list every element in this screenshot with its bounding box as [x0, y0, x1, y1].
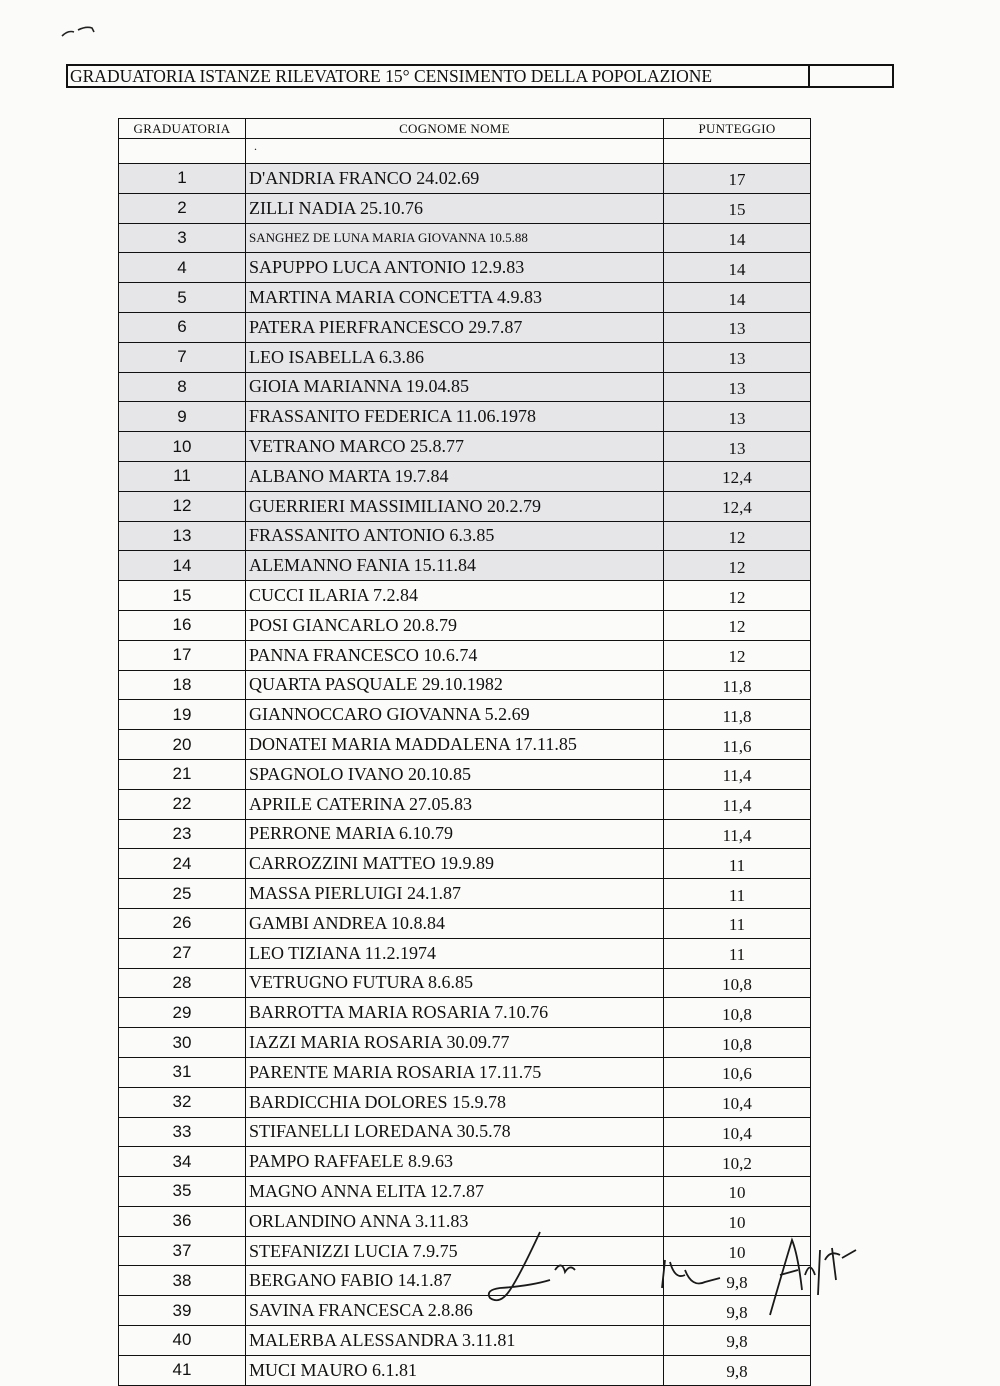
score-cell: 11 [664, 908, 811, 938]
name-cell: VETRANO MARCO 25.8.77 [246, 432, 664, 462]
spacer-cell [664, 139, 811, 164]
name-cell: SAVINA FRANCESCA 2.8.86 [246, 1296, 664, 1326]
table-row [119, 491, 811, 521]
table-row [119, 402, 811, 432]
title-empty-cell [810, 66, 892, 86]
table-row [119, 730, 811, 760]
rank-cell: 28 [119, 968, 246, 998]
score-cell: 14 [664, 283, 811, 313]
score-cell: 10,2 [664, 1147, 811, 1177]
table-row [119, 759, 811, 789]
name-cell: GAMBI ANDREA 10.8.84 [246, 908, 664, 938]
name-cell: CUCCI ILARIA 7.2.84 [246, 581, 664, 611]
table-row [119, 968, 811, 998]
name-cell: SANGHEZ DE LUNA MARIA GIOVANNA 10.5.88 [246, 223, 664, 253]
header-rank: GRADUATORIA [119, 119, 246, 139]
score-cell: 11,8 [664, 670, 811, 700]
table-row [119, 1147, 811, 1177]
name-cell: MASSA PIERLUIGI 24.1.87 [246, 879, 664, 909]
rank-cell: 24 [119, 849, 246, 879]
header-name: COGNOME NOME [246, 119, 664, 139]
score-cell: 13 [664, 372, 811, 402]
name-cell: LEO ISABELLA 6.3.86 [246, 342, 664, 372]
name-cell: ALEMANNO FANIA 15.11.84 [246, 551, 664, 581]
signatures-icon [480, 1220, 880, 1325]
rank-cell: 15 [119, 581, 246, 611]
table-row [119, 1177, 811, 1207]
rank-cell: 29 [119, 998, 246, 1028]
rank-cell: 32 [119, 1087, 246, 1117]
rank-cell: 14 [119, 551, 246, 581]
rank-cell: 39 [119, 1296, 246, 1326]
name-cell: D'ANDRIA FRANCO 24.02.69 [246, 164, 664, 194]
score-cell: 14 [664, 253, 811, 283]
table-row [119, 164, 811, 194]
rank-cell: 30 [119, 1028, 246, 1058]
table-row [119, 1355, 811, 1385]
score-cell: 11 [664, 879, 811, 909]
rank-cell: 1 [119, 164, 246, 194]
rank-cell: 26 [119, 908, 246, 938]
score-cell: 14 [664, 223, 811, 253]
rank-cell: 33 [119, 1117, 246, 1147]
score-cell: 11,4 [664, 789, 811, 819]
table-row [119, 700, 811, 730]
name-cell: SAPUPPO LUCA ANTONIO 12.9.83 [246, 253, 664, 283]
name-cell: BARDICCHIA DOLORES 15.9.78 [246, 1087, 664, 1117]
document-title: GRADUATORIA ISTANZE RILEVATORE 15° CENSIMENTO DELLA POPOLAZIONE [68, 66, 810, 86]
name-cell: LEO TIZIANA 11.2.1974 [246, 938, 664, 968]
rank-cell: 19 [119, 700, 246, 730]
name-cell: MALERBA ALESSANDRA 3.11.81 [246, 1326, 664, 1356]
score-cell: 12 [664, 610, 811, 640]
name-cell: STEFANIZZI LUCIA 7.9.75 [246, 1236, 664, 1266]
rank-cell: 21 [119, 759, 246, 789]
name-cell: MAGNO ANNA ELITA 12.7.87 [246, 1177, 664, 1207]
table-row [119, 461, 811, 491]
score-cell: 10,6 [664, 1057, 811, 1087]
name-cell: PAMPO RAFFAELE 8.9.63 [246, 1147, 664, 1177]
name-cell: DONATEI MARIA MADDALENA 17.11.85 [246, 730, 664, 760]
score-cell: 10 [664, 1236, 811, 1266]
table-row [119, 551, 811, 581]
table-row [119, 908, 811, 938]
rank-cell: 18 [119, 670, 246, 700]
name-cell: VETRUGNO FUTURA 8.6.85 [246, 968, 664, 998]
name-cell: PARENTE MARIA ROSARIA 17.11.75 [246, 1057, 664, 1087]
name-cell: QUARTA PASQUALE 29.10.1982 [246, 670, 664, 700]
rank-cell: 22 [119, 789, 246, 819]
name-cell: STIFANELLI LOREDANA 30.5.78 [246, 1117, 664, 1147]
rank-cell: 12 [119, 491, 246, 521]
table-row [119, 1028, 811, 1058]
score-cell: 13 [664, 312, 811, 342]
rank-cell: 9 [119, 402, 246, 432]
table-row [119, 253, 811, 283]
pen-mark-icon [60, 12, 110, 42]
score-cell: 12 [664, 551, 811, 581]
rank-cell: 16 [119, 610, 246, 640]
rank-cell: 11 [119, 461, 246, 491]
table-row [119, 521, 811, 551]
name-cell: FRASSANITO ANTONIO 6.3.85 [246, 521, 664, 551]
spacer-row [119, 139, 811, 164]
name-cell: ZILLI NADIA 25.10.76 [246, 193, 664, 223]
table-row [119, 581, 811, 611]
score-cell: 10,4 [664, 1117, 811, 1147]
rank-cell: 10 [119, 432, 246, 462]
rank-cell: 2 [119, 193, 246, 223]
table-row [119, 432, 811, 462]
table-header-row [119, 119, 811, 139]
score-cell: 12,4 [664, 461, 811, 491]
score-cell: 17 [664, 164, 811, 194]
name-cell: MUCI MAURO 6.1.81 [246, 1355, 664, 1385]
score-cell: 15 [664, 193, 811, 223]
rank-cell: 3 [119, 223, 246, 253]
name-cell: PERRONE MARIA 6.10.79 [246, 819, 664, 849]
ranking-table [118, 118, 811, 1386]
table-row [119, 610, 811, 640]
table-row [119, 938, 811, 968]
name-cell: GIANNOCCARO GIOVANNA 5.2.69 [246, 700, 664, 730]
score-cell: 9,8 [664, 1326, 811, 1356]
table-row [119, 283, 811, 313]
name-cell: FRASSANITO FEDERICA 11.06.1978 [246, 402, 664, 432]
rank-cell: 17 [119, 640, 246, 670]
score-cell: 9,8 [664, 1355, 811, 1385]
table-row [119, 1087, 811, 1117]
table-row [119, 998, 811, 1028]
name-cell: APRILE CATERINA 27.05.83 [246, 789, 664, 819]
rank-cell: 23 [119, 819, 246, 849]
score-cell: 10,4 [664, 1087, 811, 1117]
table-row [119, 342, 811, 372]
score-cell: 11 [664, 849, 811, 879]
rank-cell: 36 [119, 1206, 246, 1236]
table-row [119, 372, 811, 402]
table-row [119, 193, 811, 223]
score-cell: 12,4 [664, 491, 811, 521]
rank-cell: 4 [119, 253, 246, 283]
score-cell: 9,8 [664, 1296, 811, 1326]
name-cell: ALBANO MARTA 19.7.84 [246, 461, 664, 491]
rank-cell: 37 [119, 1236, 246, 1266]
name-cell: PATERA PIERFRANCESCO 29.7.87 [246, 312, 664, 342]
spacer-cell [119, 139, 246, 164]
name-cell: GIOIA MARIANNA 19.04.85 [246, 372, 664, 402]
score-cell: 11,8 [664, 700, 811, 730]
header-score: PUNTEGGIO [664, 119, 811, 139]
name-cell: BARROTTA MARIA ROSARIA 7.10.76 [246, 998, 664, 1028]
table-row [119, 1117, 811, 1147]
rank-cell: 34 [119, 1147, 246, 1177]
table-row [119, 879, 811, 909]
name-cell: BERGANO FABIO 14.1.87 [246, 1266, 664, 1296]
score-cell: 11,4 [664, 759, 811, 789]
name-cell: SPAGNOLO IVANO 20.10.85 [246, 759, 664, 789]
rank-cell: 27 [119, 938, 246, 968]
score-cell: 10 [664, 1206, 811, 1236]
name-cell: MARTINA MARIA CONCETTA 4.9.83 [246, 283, 664, 313]
score-cell: 9,8 [664, 1266, 811, 1296]
table-row [119, 1326, 811, 1356]
table-row [119, 670, 811, 700]
score-cell: 11,4 [664, 819, 811, 849]
table-row [119, 789, 811, 819]
score-cell: 13 [664, 432, 811, 462]
name-cell: POSI GIANCARLO 20.8.79 [246, 610, 664, 640]
rank-cell: 13 [119, 521, 246, 551]
score-cell: 12 [664, 521, 811, 551]
rank-cell: 35 [119, 1177, 246, 1207]
table-row [119, 819, 811, 849]
rank-cell: 40 [119, 1326, 246, 1356]
score-cell: 10,8 [664, 1028, 811, 1058]
rank-cell: 7 [119, 342, 246, 372]
table-row [119, 312, 811, 342]
name-cell: IAZZI MARIA ROSARIA 30.09.77 [246, 1028, 664, 1058]
name-cell: CARROZZINI MATTEO 19.9.89 [246, 849, 664, 879]
rank-cell: 38 [119, 1266, 246, 1296]
rank-cell: 31 [119, 1057, 246, 1087]
score-cell: 10 [664, 1177, 811, 1207]
score-cell: 11,6 [664, 730, 811, 760]
table-row [119, 223, 811, 253]
table-row [119, 640, 811, 670]
table-row [119, 1057, 811, 1087]
rank-cell: 6 [119, 312, 246, 342]
score-cell: 13 [664, 402, 811, 432]
name-cell: GUERRIERI MASSIMILIANO 20.2.79 [246, 491, 664, 521]
name-cell: ORLANDINO ANNA 3.11.83 [246, 1206, 664, 1236]
rank-cell: 25 [119, 879, 246, 909]
rank-cell: 20 [119, 730, 246, 760]
score-cell: 10,8 [664, 968, 811, 998]
score-cell: 11 [664, 938, 811, 968]
rank-cell: 41 [119, 1355, 246, 1385]
table-row [119, 849, 811, 879]
rank-cell: 8 [119, 372, 246, 402]
score-cell: 12 [664, 581, 811, 611]
score-cell: 12 [664, 640, 811, 670]
name-cell: PANNA FRANCESCO 10.6.74 [246, 640, 664, 670]
score-cell: 10,8 [664, 998, 811, 1028]
rank-cell: 5 [119, 283, 246, 313]
title-box [66, 64, 894, 88]
spacer-mark: . [246, 139, 664, 164]
score-cell: 13 [664, 342, 811, 372]
